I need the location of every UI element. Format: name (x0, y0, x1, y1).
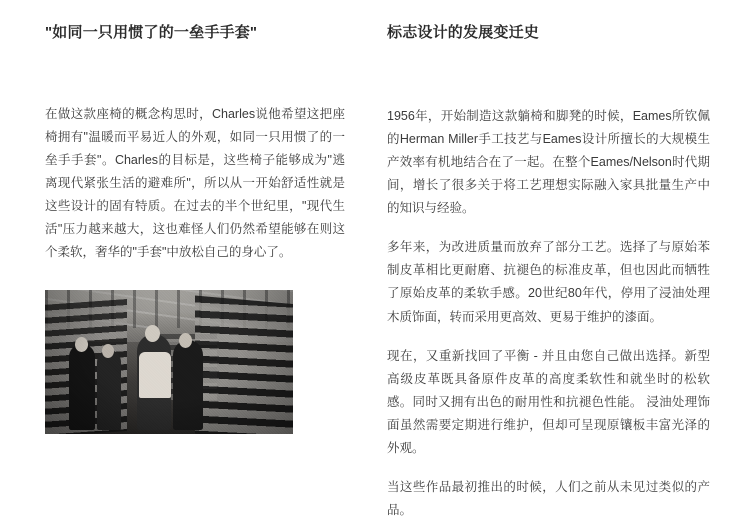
right-column-paragraph-2: 多年来，为改进质量而放弃了部分工艺。选择了与原始苯制皮革相比更耐磨、抗褪色的标准皮革，但也因此而牺牲了原始皮革的柔软手感。20世纪80年代，停用了浸油处理木质饰面，转而采用更高效、更易于维护的漆面。 (387, 240, 710, 324)
left-column-heading: "如同一只用惯了的一垒手手套" (45, 24, 258, 41)
photo-wrap (45, 290, 345, 434)
right-column (375, 0, 750, 521)
right-column-heading: 标志设计的发展变迁史 (387, 24, 540, 41)
left-column (0, 0, 375, 521)
left-column-paragraph-1: 在做这款座椅的概念构思时，Charles说他希望这把座椅拥有"温暖而平易近人的外观，如同一只用惯了的一垒手手套"。Charles的目标是，这些椅子能够成为"逃离现代紧张生活的避难所"，所以从一开始舒适性就是这些设计的固有特质。在过去的半个世纪里，"现代生活"压力越来越大，这也难怪人们仍然希望能够在则这个柔软，奢华的"手套"中放松自己的身心了。 (45, 106, 345, 260)
right-column-paragraph-1: 1956年，开始制造这款躺椅和脚凳的时候，Eames所钦佩的Herman Miller手工技艺与Eames设计所擅长的大规模生产效率有机地结合在了一起。在整个Eames/Nelson时代期间，增长了很多关于将工艺理想实际融入家具批量生产中的知识与经验。 (387, 108, 710, 215)
factory-workers-photo (45, 290, 293, 434)
right-column-paragraph-4: 当这些作品最初推出的时候，人们之前从未见过类似的产品。 (387, 480, 710, 518)
photo-vignette (45, 290, 293, 434)
right-column-paragraph-3: 现在，又重新找回了平衡 - 并且由您自己做出选择。新型高级皮革既具备原件皮革的高度柔软性和就坐时的松软感。同时又拥有出色的耐用性和抗褪色性能。 浸油处理饰面虽然需要定期进行维护，但却可呈现原镶板丰富光泽的外观。 (387, 348, 710, 456)
